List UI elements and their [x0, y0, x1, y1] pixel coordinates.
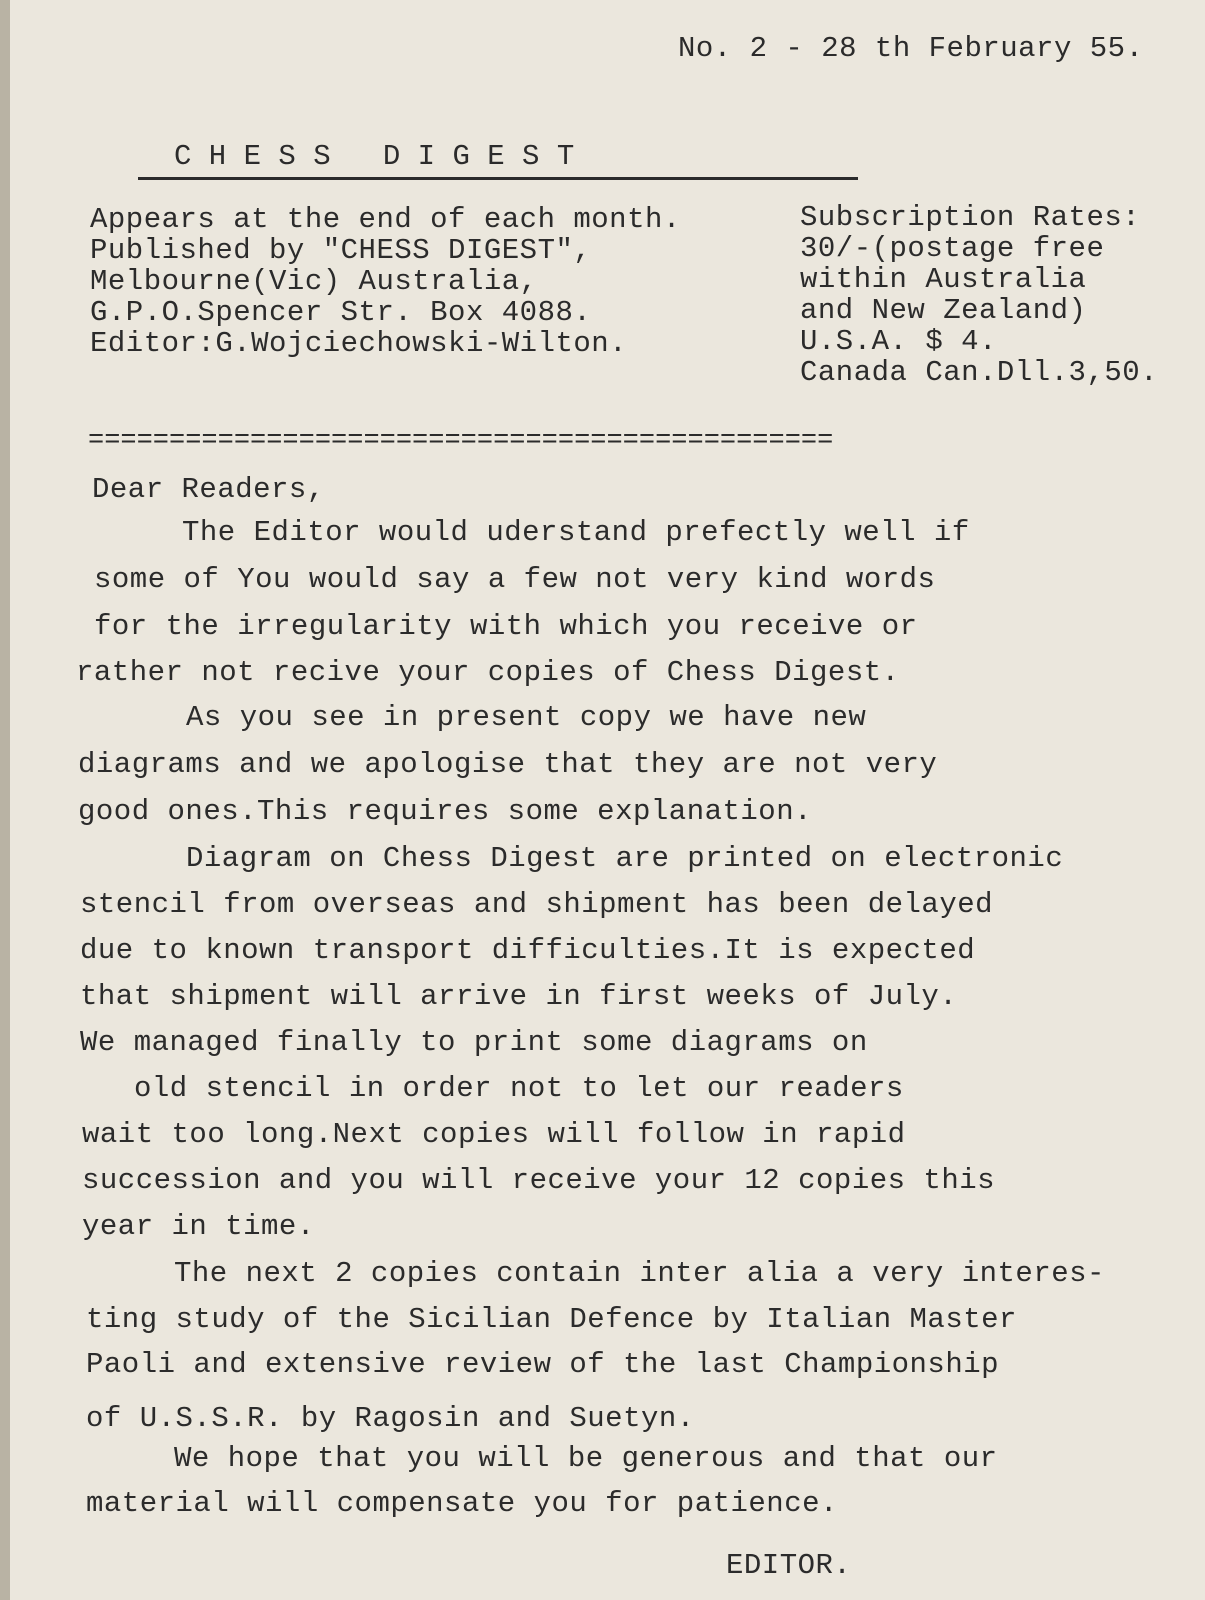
letter-line: We hope that you will be generous and that our — [174, 1442, 998, 1475]
publication-info-line: G.P.O.Spencer Str. Box 4088. — [90, 296, 592, 329]
letter-line: old stencil in order not to let our readers — [134, 1072, 904, 1105]
letter-line: The next 2 copies contain inter alia a very interes- — [174, 1257, 1105, 1290]
subscription-line: 30/-(postage free — [800, 232, 1105, 265]
letter-line: that shipment will arrive in first weeks of July. — [80, 980, 958, 1013]
letter-line: ting study of the Sicilian Defence by Italian Master — [86, 1303, 1017, 1336]
letter-line: succession and you will receive your 12 copies this — [82, 1164, 996, 1197]
letter-line: some of You would say a few not very kind words — [94, 563, 936, 596]
publication-info-line: Editor:G.Wojciechowski-Wilton. — [90, 327, 628, 360]
issue-date: No. 2 - 28 th February 55. — [678, 32, 1144, 65]
letter-line: As you see in present copy we have new — [186, 701, 867, 734]
signature: EDITOR. — [726, 1549, 852, 1582]
letter-line: of U.S.S.R. by Ragosin and Suetyn. — [86, 1402, 695, 1435]
letter-line: Paoli and extensive review of the last Championship — [86, 1348, 1000, 1381]
letter-line: material will compensate you for patience. — [86, 1487, 838, 1520]
publication-info — [90, 204, 681, 359]
separator-rule: ============================================== — [88, 426, 834, 456]
publication-info-line: Published by "CHESS DIGEST", — [90, 234, 592, 267]
masthead-underline — [138, 177, 858, 180]
subscription-line: U.S.A. $ 4. — [800, 325, 997, 358]
subscription-line: and New Zealand) — [800, 294, 1087, 327]
letter-line: year in time. — [82, 1210, 315, 1243]
subscription-rates — [800, 202, 1158, 388]
letter-salutation: Dear Readers, — [92, 473, 325, 506]
subscription-line: Canada Can.Dll.3,50. — [800, 356, 1159, 389]
letter-line: The Editor would uderstand prefectly well if — [182, 516, 970, 549]
subscription-line: within Australia — [800, 263, 1087, 296]
letter-line: rather not recive your copies of Chess Digest. — [76, 656, 900, 689]
letter-line: good ones.This requires some explanation. — [78, 795, 813, 828]
letter-line: wait too long.Next copies will follow in rapid — [82, 1118, 906, 1151]
letter-line: We managed finally to print some diagrams on — [80, 1026, 868, 1059]
letter-line: Diagram on Chess Digest are printed on electronic — [186, 842, 1064, 875]
letter-line: for the irregularity with which you receive or — [94, 610, 918, 643]
letter-line: stencil from overseas and shipment has been delayed — [80, 888, 994, 921]
letter-line: diagrams and we apologise that they are not very — [78, 748, 938, 781]
masthead-title: C H E S S D I G E S T — [174, 140, 575, 173]
subscription-line: Subscription Rates: — [800, 201, 1141, 234]
publication-info-line: Appears at the end of each month. — [90, 203, 681, 236]
letter-line: due to known transport difficulties.It is expected — [80, 934, 976, 967]
publication-info-line: Melbourne(Vic) Australia, — [90, 265, 538, 298]
